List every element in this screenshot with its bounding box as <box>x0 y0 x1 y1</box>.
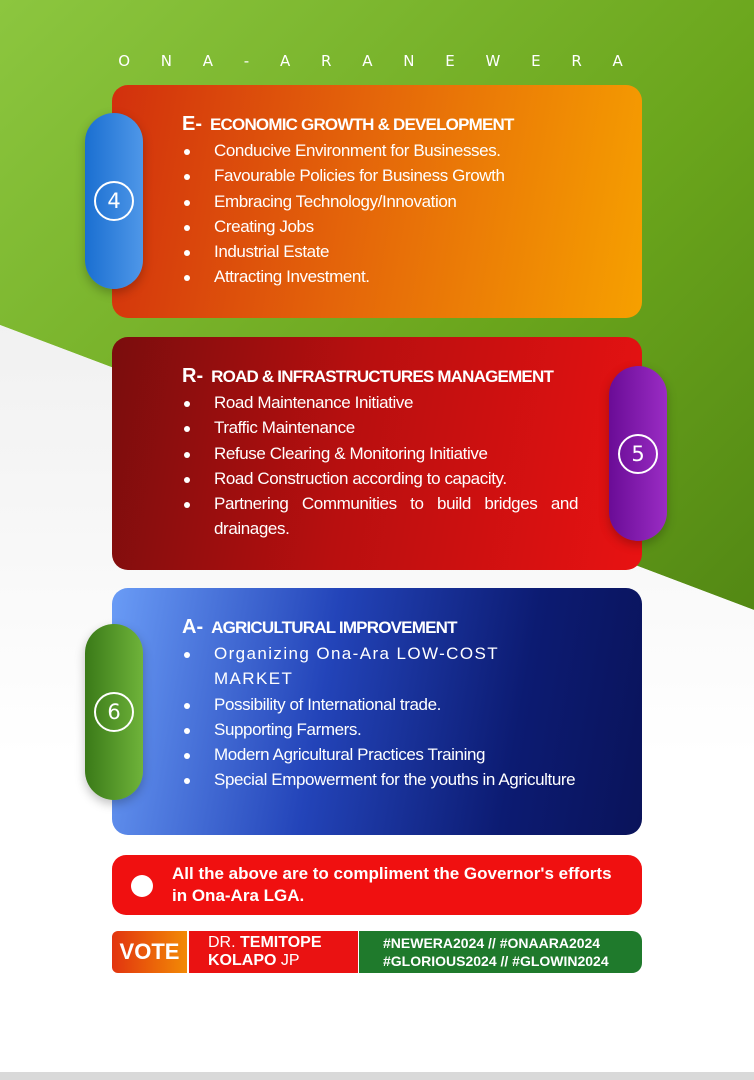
card-economic-growth <box>112 85 642 318</box>
card-heading <box>182 365 582 388</box>
vote-label: VOTE <box>112 931 187 973</box>
name-suffix: JP <box>280 952 300 969</box>
number-badge: 4 <box>94 181 134 221</box>
hashtags <box>359 931 642 973</box>
list-item: Supporting Farmers. <box>182 717 582 742</box>
card-list <box>182 390 582 542</box>
card-list <box>182 138 582 290</box>
list-item: Traffic Maintenance <box>182 415 582 440</box>
list-item: Road Maintenance Initiative <box>182 390 582 415</box>
summary-banner <box>112 855 642 915</box>
banner-text: All the above are to compliment the Governor's efforts in Ona-Ara LGA. <box>172 864 612 905</box>
bottom-strip <box>0 1072 754 1080</box>
list-item: Embracing Technology/Innovation <box>182 189 582 214</box>
list-item: Conducive Environment for Businesses. <box>182 138 582 163</box>
list-item: Refuse Clearing & Monitoring Initiative <box>182 441 582 466</box>
name-last: KOLAPO <box>208 952 277 969</box>
card-letter: R- <box>182 365 204 387</box>
list-item: Special Empowerment for the youths in Agriculture <box>182 767 582 792</box>
list-item: Modern Agricultural Practices Training <box>182 742 582 767</box>
list-item: Favourable Policies for Business Growth <box>182 163 582 188</box>
card-content <box>182 113 582 290</box>
card-content <box>182 616 582 793</box>
card-heading-text: ECONOMIC GROWTH & DEVELOPMENT <box>210 115 514 134</box>
list-item: Possibility of International trade. <box>182 692 582 717</box>
card-road-infrastructure <box>112 337 642 570</box>
hashtags-line-2: #GLORIOUS2024 // #GLOWIN2024 <box>383 953 609 969</box>
card-heading <box>182 616 582 639</box>
name-first: TEMITOPE <box>240 934 322 951</box>
number-pill-4 <box>85 113 143 289</box>
list-item: Partnering Communities to build bridges and drainages. <box>182 491 582 542</box>
card-letter: A- <box>182 616 204 638</box>
card-agricultural-improvement <box>112 588 642 835</box>
list-item: Organizing Ona-Ara LOW-COST MARKET <box>182 641 582 692</box>
page-title: O N A - A R A N E W E R A <box>118 52 636 70</box>
list-item: Creating Jobs <box>182 214 582 239</box>
list-item: Attracting Investment. <box>182 264 582 289</box>
list-item: Industrial Estate <box>182 239 582 264</box>
hashtags-line-1: #NEWERA2024 // #ONAARA2024 <box>383 935 601 951</box>
card-heading-text: ROAD & INFRASTRUCTURES MANAGEMENT <box>211 367 554 386</box>
card-heading <box>182 113 582 136</box>
bullet-dot-icon <box>131 875 153 897</box>
number-badge: 5 <box>618 434 658 474</box>
card-list <box>182 641 582 793</box>
number-pill-5 <box>609 366 667 541</box>
candidate-name <box>189 931 358 973</box>
name-prefix: DR. <box>208 934 236 951</box>
number-pill-6 <box>85 624 143 800</box>
card-letter: E- <box>182 113 202 135</box>
card-content <box>182 365 582 542</box>
candidate-name-line1 <box>208 934 358 952</box>
candidate-name-line2 <box>208 952 358 970</box>
number-badge: 6 <box>94 692 134 732</box>
list-item: Road Construction according to capacity. <box>182 466 582 491</box>
card-heading-text: AGRICULTURAL IMPROVEMENT <box>211 618 457 637</box>
